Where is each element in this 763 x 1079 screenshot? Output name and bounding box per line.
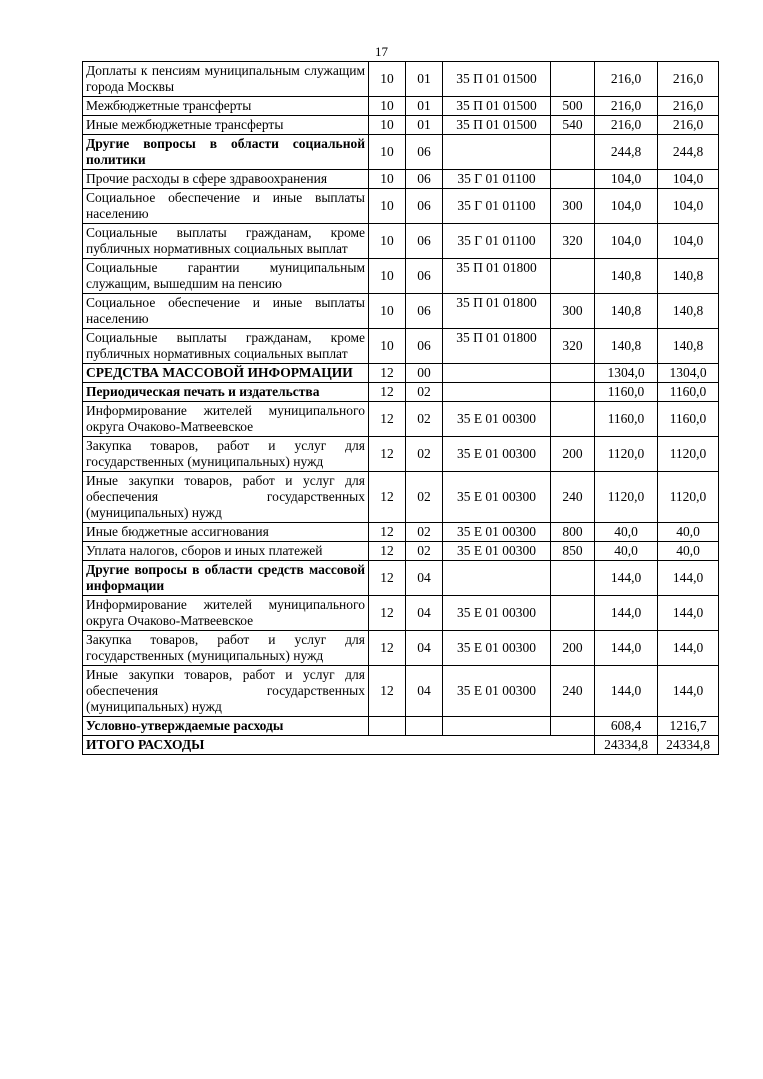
table-row [83, 472, 719, 523]
section-code: 10 [369, 62, 406, 97]
target-article-code: 35 Е 01 00300 [443, 631, 551, 666]
table-row [83, 364, 719, 383]
row-name: Информирование жителей муниципального округа Очаково-Матвеевское [83, 596, 369, 631]
subsection-code: 01 [406, 97, 443, 116]
table-row [83, 259, 719, 294]
section-code: 12 [369, 631, 406, 666]
amount-year-2: 216,0 [658, 97, 719, 116]
expense-type-code: 300 [551, 189, 595, 224]
row-name: СРЕДСТВА МАССОВОЙ ИНФОРМАЦИИ [83, 364, 369, 383]
subsection-code [406, 717, 443, 736]
subsection-code: 06 [406, 189, 443, 224]
table-row [83, 116, 719, 135]
subsection-code: 06 [406, 259, 443, 294]
amount-year-2: 140,8 [658, 329, 719, 364]
subsection-code: 00 [406, 364, 443, 383]
expense-type-code [551, 402, 595, 437]
table-row [83, 666, 719, 717]
subsection-code: 06 [406, 329, 443, 364]
expense-type-code: 300 [551, 294, 595, 329]
section-code: 12 [369, 364, 406, 383]
table-row [83, 135, 719, 170]
expense-type-code [551, 596, 595, 631]
subsection-code: 06 [406, 135, 443, 170]
section-code: 10 [369, 224, 406, 259]
row-name: Иные межбюджетные трансферты [83, 116, 369, 135]
amount-year-2: 216,0 [658, 62, 719, 97]
row-name: Периодическая печать и издательства [83, 383, 369, 402]
section-code: 10 [369, 329, 406, 364]
amount-year-2: 104,0 [658, 189, 719, 224]
row-name: Межбюджетные трансферты [83, 97, 369, 116]
expense-type-code: 240 [551, 666, 595, 717]
table-row [83, 383, 719, 402]
amount-year-1: 144,0 [595, 596, 658, 631]
table-row [83, 294, 719, 329]
expense-type-code: 200 [551, 437, 595, 472]
row-name: Условно-утверждаемые расходы [83, 717, 369, 736]
table-row [83, 596, 719, 631]
section-code: 10 [369, 294, 406, 329]
section-code: 12 [369, 542, 406, 561]
subsection-code: 06 [406, 294, 443, 329]
amount-year-1: 244,8 [595, 135, 658, 170]
expense-type-code [551, 717, 595, 736]
table-row [83, 402, 719, 437]
section-code: 10 [369, 116, 406, 135]
amount-year-1: 140,8 [595, 259, 658, 294]
row-name: Информирование жителей муниципального округа Очаково-Матвеевское [83, 402, 369, 437]
amount-year-1: 1160,0 [595, 383, 658, 402]
target-article-code [443, 135, 551, 170]
expense-type-code [551, 383, 595, 402]
subsection-code: 02 [406, 542, 443, 561]
row-name: Социальные выплаты гражданам, кроме публичных нормативных социальных выплат [83, 224, 369, 259]
page-number: 17 [375, 44, 388, 59]
expenditure-table [82, 61, 719, 755]
amount-year-2: 144,0 [658, 631, 719, 666]
amount-year-2: 1160,0 [658, 402, 719, 437]
target-article-code: 35 Е 01 00300 [443, 596, 551, 631]
expense-type-code [551, 561, 595, 596]
row-name: Иные закупки товаров, работ и услуг для обеспечения государственных (муниципальных) нужд [83, 472, 369, 523]
section-code [369, 717, 406, 736]
amount-year-2: 140,8 [658, 259, 719, 294]
table-row [83, 717, 719, 736]
amount-year-2: 104,0 [658, 170, 719, 189]
target-article-code [443, 561, 551, 596]
expense-type-code [551, 135, 595, 170]
target-article-code: 35 П 01 01800 [443, 259, 551, 294]
amount-year-1: 216,0 [595, 116, 658, 135]
expense-type-code: 850 [551, 542, 595, 561]
table-row [83, 62, 719, 97]
amount-year-2: 1120,0 [658, 437, 719, 472]
target-article-code: 35 Е 01 00300 [443, 542, 551, 561]
section-code: 12 [369, 402, 406, 437]
table-row [83, 631, 719, 666]
target-article-code: 35 П 01 01500 [443, 116, 551, 135]
amount-year-1: 40,0 [595, 542, 658, 561]
section-code: 12 [369, 561, 406, 596]
amount-year-2: 144,0 [658, 666, 719, 717]
target-article-code: 35 Е 01 00300 [443, 402, 551, 437]
section-code: 12 [369, 472, 406, 523]
amount-year-1: 1120,0 [595, 437, 658, 472]
amount-year-1: 140,8 [595, 329, 658, 364]
row-name: Прочие расходы в сфере здравоохранения [83, 170, 369, 189]
amount-year-1: 216,0 [595, 97, 658, 116]
total-row [83, 736, 719, 755]
row-name: Социальное обеспечение и иные выплаты населению [83, 294, 369, 329]
table-row [83, 542, 719, 561]
expense-type-code [551, 170, 595, 189]
table-row [83, 97, 719, 116]
total-amount-year-1: 24334,8 [595, 736, 658, 755]
section-code: 12 [369, 523, 406, 542]
amount-year-1: 104,0 [595, 224, 658, 259]
subsection-code: 04 [406, 561, 443, 596]
section-code: 10 [369, 259, 406, 294]
amount-year-1: 608,4 [595, 717, 658, 736]
amount-year-1: 144,0 [595, 561, 658, 596]
row-name: Другие вопросы в области средств массовой информации [83, 561, 369, 596]
target-article-code [443, 717, 551, 736]
row-name: Другие вопросы в области социальной политики [83, 135, 369, 170]
target-article-code [443, 364, 551, 383]
amount-year-1: 140,8 [595, 294, 658, 329]
row-name: Иные бюджетные ассигнования [83, 523, 369, 542]
expense-type-code: 200 [551, 631, 595, 666]
amount-year-2: 1216,7 [658, 717, 719, 736]
expense-type-code: 320 [551, 224, 595, 259]
subsection-code: 04 [406, 631, 443, 666]
amount-year-1: 40,0 [595, 523, 658, 542]
table-row [83, 329, 719, 364]
expense-type-code: 500 [551, 97, 595, 116]
amount-year-2: 40,0 [658, 523, 719, 542]
target-article-code [443, 383, 551, 402]
amount-year-2: 1120,0 [658, 472, 719, 523]
subsection-code: 02 [406, 437, 443, 472]
amount-year-1: 104,0 [595, 189, 658, 224]
amount-year-2: 244,8 [658, 135, 719, 170]
target-article-code: 35 Е 01 00300 [443, 437, 551, 472]
amount-year-2: 216,0 [658, 116, 719, 135]
subsection-code: 02 [406, 383, 443, 402]
section-code: 10 [369, 135, 406, 170]
target-article-code: 35 П 01 01800 [443, 294, 551, 329]
amount-year-2: 104,0 [658, 224, 719, 259]
amount-year-1: 1160,0 [595, 402, 658, 437]
amount-year-1: 1304,0 [595, 364, 658, 383]
table-row [83, 437, 719, 472]
row-name: Уплата налогов, сборов и иных платежей [83, 542, 369, 561]
target-article-code: 35 П 01 01800 [443, 329, 551, 364]
row-name: Закупка товаров, работ и услуг для государственных (муниципальных) нужд [83, 437, 369, 472]
expense-type-code [551, 364, 595, 383]
target-article-code: 35 Г 01 01100 [443, 224, 551, 259]
row-name: Доплаты к пенсиям муниципальным служащим города Москвы [83, 62, 369, 97]
target-article-code: 35 П 01 01500 [443, 97, 551, 116]
section-code: 10 [369, 189, 406, 224]
target-article-code: 35 П 01 01500 [443, 62, 551, 97]
subsection-code: 04 [406, 666, 443, 717]
row-name: Социальное обеспечение и иные выплаты населению [83, 189, 369, 224]
section-code: 12 [369, 383, 406, 402]
amount-year-2: 1304,0 [658, 364, 719, 383]
row-name: Социальные выплаты гражданам, кроме публичных нормативных социальных выплат [83, 329, 369, 364]
amount-year-2: 144,0 [658, 596, 719, 631]
table-row [83, 523, 719, 542]
table-row [83, 170, 719, 189]
amount-year-1: 1120,0 [595, 472, 658, 523]
expense-type-code: 320 [551, 329, 595, 364]
amount-year-1: 216,0 [595, 62, 658, 97]
target-article-code: 35 Е 01 00300 [443, 523, 551, 542]
amount-year-2: 144,0 [658, 561, 719, 596]
expense-type-code: 240 [551, 472, 595, 523]
amount-year-2: 40,0 [658, 542, 719, 561]
section-code: 10 [369, 97, 406, 116]
amount-year-1: 144,0 [595, 631, 658, 666]
target-article-code: 35 Е 01 00300 [443, 472, 551, 523]
subsection-code: 01 [406, 62, 443, 97]
section-code: 10 [369, 170, 406, 189]
section-code: 12 [369, 666, 406, 717]
expense-type-code: 540 [551, 116, 595, 135]
amount-year-1: 104,0 [595, 170, 658, 189]
expense-type-code [551, 62, 595, 97]
row-name: Иные закупки товаров, работ и услуг для обеспечения государственных (муниципальных) нужд [83, 666, 369, 717]
total-amount-year-2: 24334,8 [658, 736, 719, 755]
row-name: Закупка товаров, работ и услуг для государственных (муниципальных) нужд [83, 631, 369, 666]
subsection-code: 02 [406, 523, 443, 542]
subsection-code: 02 [406, 472, 443, 523]
amount-year-1: 144,0 [595, 666, 658, 717]
expense-type-code [551, 259, 595, 294]
section-code: 12 [369, 596, 406, 631]
subsection-code: 06 [406, 170, 443, 189]
amount-year-2: 140,8 [658, 294, 719, 329]
subsection-code: 06 [406, 224, 443, 259]
target-article-code: 35 Г 01 01100 [443, 189, 551, 224]
row-name: Социальные гарантии муниципальным служащим, вышедшим на пенсию [83, 259, 369, 294]
table-row [83, 224, 719, 259]
total-label: ИТОГО РАСХОДЫ [83, 736, 595, 755]
amount-year-2: 1160,0 [658, 383, 719, 402]
subsection-code: 01 [406, 116, 443, 135]
subsection-code: 04 [406, 596, 443, 631]
table-row [83, 561, 719, 596]
target-article-code: 35 Е 01 00300 [443, 666, 551, 717]
section-code: 12 [369, 437, 406, 472]
expense-type-code: 800 [551, 523, 595, 542]
table-row [83, 189, 719, 224]
target-article-code: 35 Г 01 01100 [443, 170, 551, 189]
subsection-code: 02 [406, 402, 443, 437]
